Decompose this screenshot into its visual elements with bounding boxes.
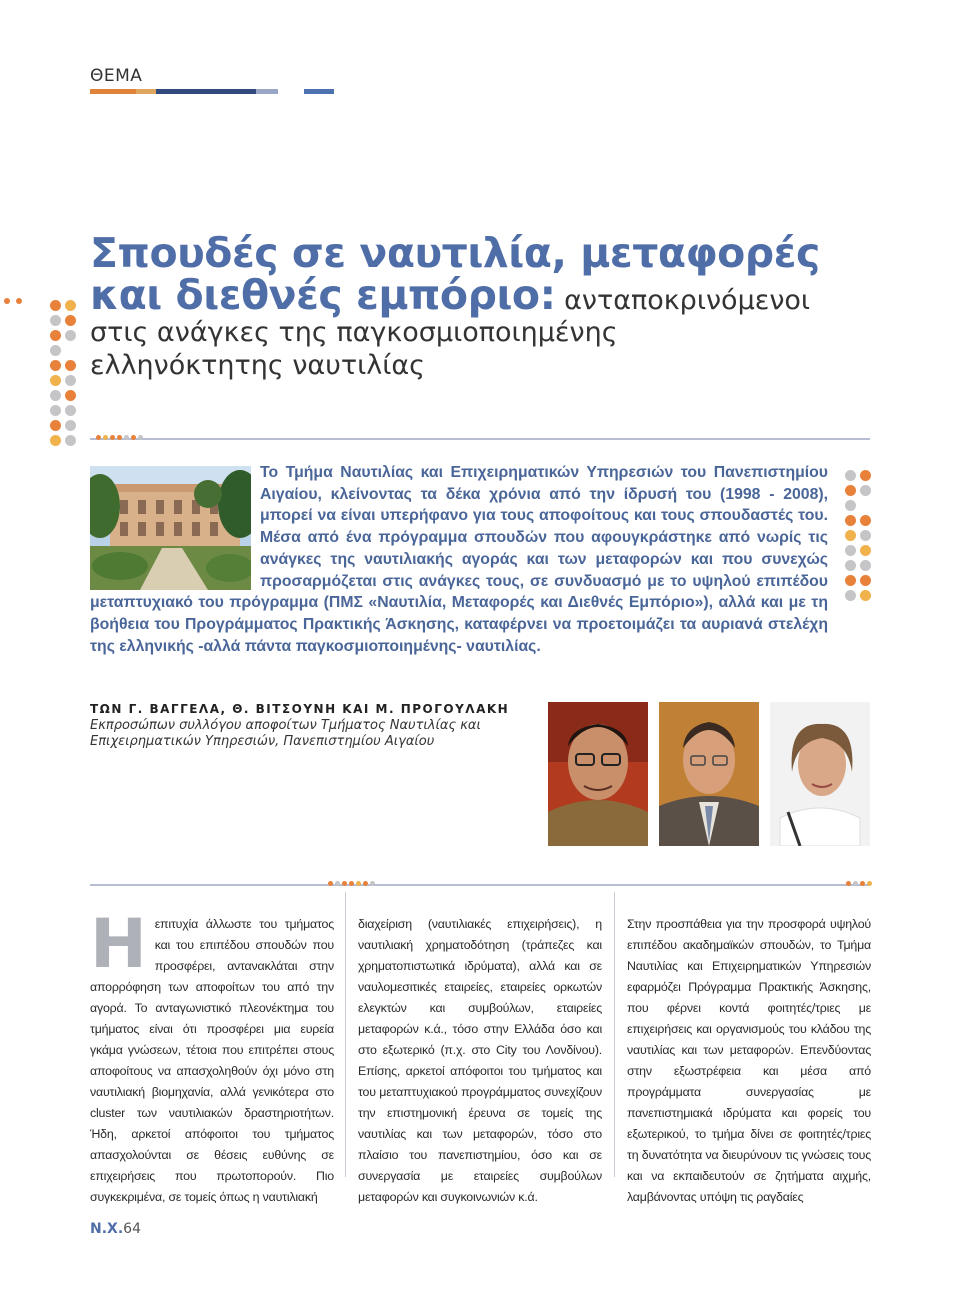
authors-byline: ΤΩΝ Γ. ΒΑΓΓΕΛΑ, Θ. ΒΙΤΣΟΥΝΗ ΚΑΙ Μ. ΠΡΟΓΟΥΛΑΚΗ: [90, 702, 510, 716]
bar-segment: [304, 89, 334, 94]
bar-segment: [136, 89, 156, 94]
magazine-name: N.X.: [90, 1221, 124, 1237]
decorative-dot-grid-left: [50, 300, 76, 446]
drop-cap: Η: [90, 905, 147, 984]
article-title: [90, 229, 870, 382]
bar-segment: [278, 89, 304, 94]
lead-paragraph: [90, 462, 828, 657]
divider-rule: [90, 438, 870, 440]
title-line-1: Σπουδές σε ναυτιλία, μεταφορές: [90, 229, 820, 277]
title-line-3: στις ανάγκες της παγκοσμιοποιημένης: [90, 317, 618, 348]
decorative-dot-grid-right: [845, 470, 871, 601]
body-rule-dots: [328, 881, 375, 886]
bar-segment: [156, 89, 256, 94]
authors-affiliation: Εκπροσώπων συλλόγου αποφοίτων Τμήματος Ναυτιλίας και Επιχειρηματικών Υπηρεσιών, Πανεπιστημίου Αιγαίου: [90, 718, 481, 749]
title-line-2: [90, 271, 870, 319]
author-portrait-1: [548, 702, 648, 846]
author-portrait-2: [659, 702, 759, 846]
body-column-1: [90, 905, 334, 1208]
column-3-text: Στην προσπάθεια για την προσφορά υψηλού επιπέδου ακαδημαϊκών σπουδών, το Τμήμα Ναυτιλίας και Επιχειρηματικών Υπηρεσιών εφαρμόζει Πρόγραμμα Πρακτικής Άσκησης, που φέρνει κοντά φοιτητές/τριες με επιχειρήσεις και οργανισμούς του κλάδου της ναυτιλίας και των μεταφορών. Επενδύοντας στην εξωστρέφεια και μέσα από προγράμματα συνεργασίας με πανεπιστημιακά ιδρύματα και φορείς του εξωτερικού, το τμήμα δίνει σε φοιτητές/τριες τη δυνατότητα να διευρύνουν τις γνώσεις τους και να εκπαιδευτούν σε ζητήματα αιχμής, λαμβάνοντας υπόψη τις ραγδαίες: [627, 917, 871, 1204]
decorative-dots-left: [4, 298, 22, 304]
author-portrait-3: [770, 702, 870, 846]
lead-text: Το Τμήμα Ναυτιλίας και Επιχειρηματικών Υπηρεσιών του Πανεπιστημίου Αιγαίου, κλείνοντας τα δέκα χρόνια από την ίδρυσή του (1998 - 2008), μπορεί να είναι υπερήφανο για τους αποφοίτους και τους σπουδαστές του. Μέσα από ένα πρόγραμμα σπουδών που αφουγκράστηκε από νωρίς τις ανάγκες της ναυτιλιακής αγοράς και των μεταφορών και που συνεχώς προσαρμόζεται στις ανάγκες τους, σε συνδυασμό με το υψηλού επιπέδου μεταπτυχιακό του πρόγραμμα (ΠΜΣ «Ναυτιλία, Μεταφορές και Διεθνές Εμπόριο»), αλλά και με τη βοήθεια του Προγράμματος Πρακτικής Άσκησης, καταφέρνει να προετοιμάζει τα αυριανά στελέχη της ελληνικής -αλλά πάντα παγκοσμιοποιημένης- ναυτιλίας.: [90, 464, 828, 655]
page-footer: [90, 1221, 141, 1237]
body-column-2: [358, 914, 602, 1208]
column-2-text: διαχείριση (ναυτιλιακές επιχειρήσεις), η ναυτιλιακή χρηματοδότηση (τράπεζες και χρηματοπιστωτικά ιδρύματα), αλλά και σε ναυλομεσιτικές εταιρείες, εταιρείες ορκωτών ελεγκτών και συμβούλων, εταιρείες μεταφορών κ.ά., τόσο στην Ελλάδα όσο και στο εξωτερικό (π.χ. στο City του Λονδίνου). Επίσης, αρκετοί απόφοιτοι του τμήματος και του μεταπτυχιακού προγράμματος συνεχίζουν την επιστημονική έρευνα σε τομείς της ναυτιλίας και των μεταφορών, τόσο στο πλαίσιο του πανεπιστημίου, όσο και σε συνεργασία με εταιρείες συμβούλων μεταφορών και συγκοινωνιών κ.ά.: [358, 917, 602, 1204]
title-bold-part: και διεθνές εμπόριο:: [90, 271, 556, 319]
body-rule-dots-right: [846, 881, 872, 886]
body-divider-rule: [90, 884, 870, 886]
rule-dots: [96, 435, 143, 440]
title-light-part: ανταποκρινόμενοι: [555, 285, 811, 316]
body-column-3: [627, 914, 871, 1208]
section-label: ΘΕΜΑ: [90, 66, 143, 86]
column-divider: [345, 892, 346, 1177]
section-color-bar: [90, 89, 334, 94]
column-divider: [614, 892, 615, 1177]
page-number: 64: [123, 1221, 141, 1237]
bar-segment: [256, 89, 278, 94]
bar-segment: [90, 89, 136, 94]
title-line-4: ελληνόκτητης ναυτιλίας: [90, 350, 425, 381]
column-1-text: επιτυχία άλλωστε του τμήματος και του επιπέδου σπουδών που προσφέρει, αντανακλάται στην απορρόφηση των αποφοίτων του από την αγορά. Το ανταγωνιστικό πλεονέκτημα του τμήματος είναι ότι προσφέρει μια ευρεία γκάμα γνώσεων, τέτοια που επιτρέπει στους αποφοίτους να απασχοληθούν όχι μόνο στη ναυτιλιακή βιομηχανία, αλλά γενικότερα στο cluster των ναυτιλιακών δραστηριοτήτων. Ήδη, αρκετοί απόφοιτοι του τμήματος απασχολούνται σε θέσεις ευθύνης σε επιχειρήσεις που πρωτοπορούν. Πιο συγκεκριμένα, σε τομείς όπως η ναυτιλιακή: [90, 917, 334, 1204]
